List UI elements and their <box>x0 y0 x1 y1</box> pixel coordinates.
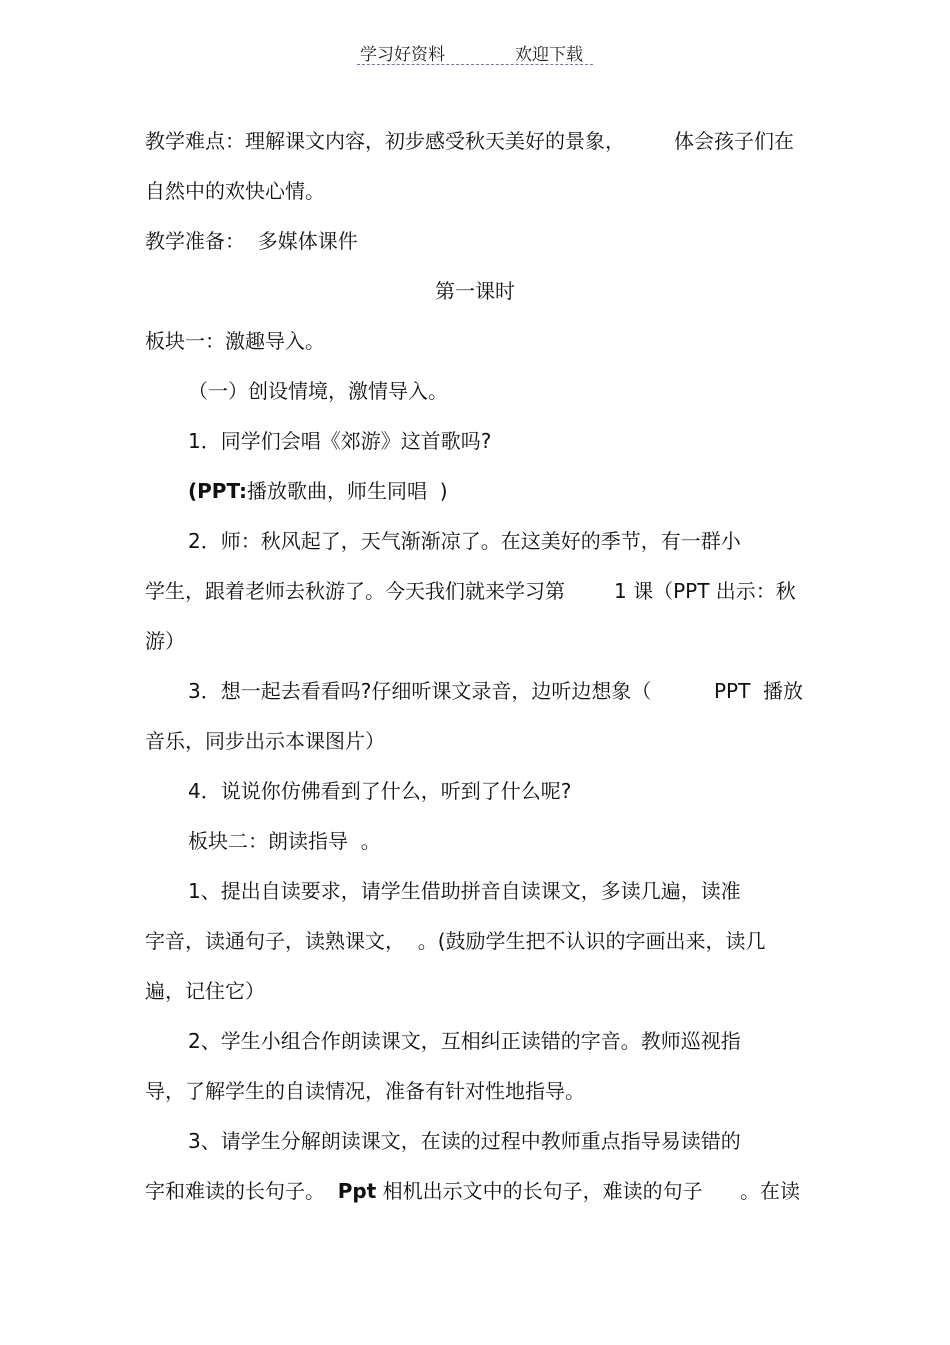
section-1-heading: 板块一：激趣导入。 <box>145 329 325 353</box>
ppt-note-label: (PPT: <box>188 479 248 503</box>
section-2-heading: 板块二：朗读指导 。 <box>188 829 381 853</box>
reading-step-3-line-2 <box>145 1178 703 1204</box>
header-left-text: 学习好资料 <box>360 45 445 65</box>
step-1: 1．同学们会唱《郊游》这首歌吗? <box>188 429 492 453</box>
step-2: 2．师：秋风起了，天气渐渐凉了。在这美好的季节，有一群小 <box>188 529 741 553</box>
page-header <box>357 40 593 65</box>
reading-step-3: 3、请学生分解朗读课文，在读的过程中教师重点指导易读错的 <box>188 1129 741 1153</box>
reading-step-3-tail: 。在读 <box>740 1179 800 1203</box>
subsection-heading: （一）创设情境，激情导入。 <box>188 379 448 403</box>
step-2-line-2: 学生，跟着老师去秋游了。今天我们就来学习第 <box>145 579 565 603</box>
lesson-title: 第一课时 <box>435 279 515 303</box>
reading-step-1: 1、提出自读要求，请学生借助拼音自读课文，多读几遍，读准 <box>188 879 741 903</box>
difficulty-line-2: 自然中的欢快心情。 <box>145 179 325 203</box>
step-2-line-2-tail: 1 课（PPT 出示：秋 <box>614 579 796 603</box>
difficulty-line-tail: 体会孩子们在 <box>674 129 794 153</box>
step-3-tail: PPT 播放 <box>714 679 804 703</box>
reading-step-1-line-3: 遍，记住它） <box>145 979 265 1003</box>
step-3: 3．想一起去看看吗?仔细听课文录音，边听边想象（ <box>188 679 652 703</box>
step-2-line-3: 游） <box>145 629 185 653</box>
header-right-text: 欢迎下载 <box>515 45 583 65</box>
reading-step-2: 2、学生小组合作朗读课文，互相纠正读错的字音。教师巡视指 <box>188 1029 741 1053</box>
ppt-note-text: 播放歌曲，师生同唱 ) <box>247 479 448 503</box>
reading-step-3-text-b: 相机出示文中的长句子，难读的句子 <box>382 1179 703 1203</box>
step-3-line-2: 音乐，同步出示本课图片） <box>145 729 385 753</box>
reading-step-1-line-2: 字音，读通句子，读熟课文， 。(鼓励学生把不认识的字画出来，读几 <box>145 929 766 953</box>
difficulty-line: 教学难点：理解课文内容，初步感受秋天美好的景象， <box>145 129 625 153</box>
reading-step-3-text-a: 字和难读的长句子。 <box>145 1179 325 1203</box>
step-4: 4．说说你仿佛看到了什么，听到了什么呢? <box>188 779 572 803</box>
ppt-label: Ppt <box>337 1179 377 1203</box>
preparation-line: 教学准备： 多媒体课件 <box>145 229 358 253</box>
reading-step-2-line-2: 导，了解学生的自读情况，准备有针对性地指导。 <box>145 1079 585 1103</box>
ppt-note <box>188 478 448 504</box>
